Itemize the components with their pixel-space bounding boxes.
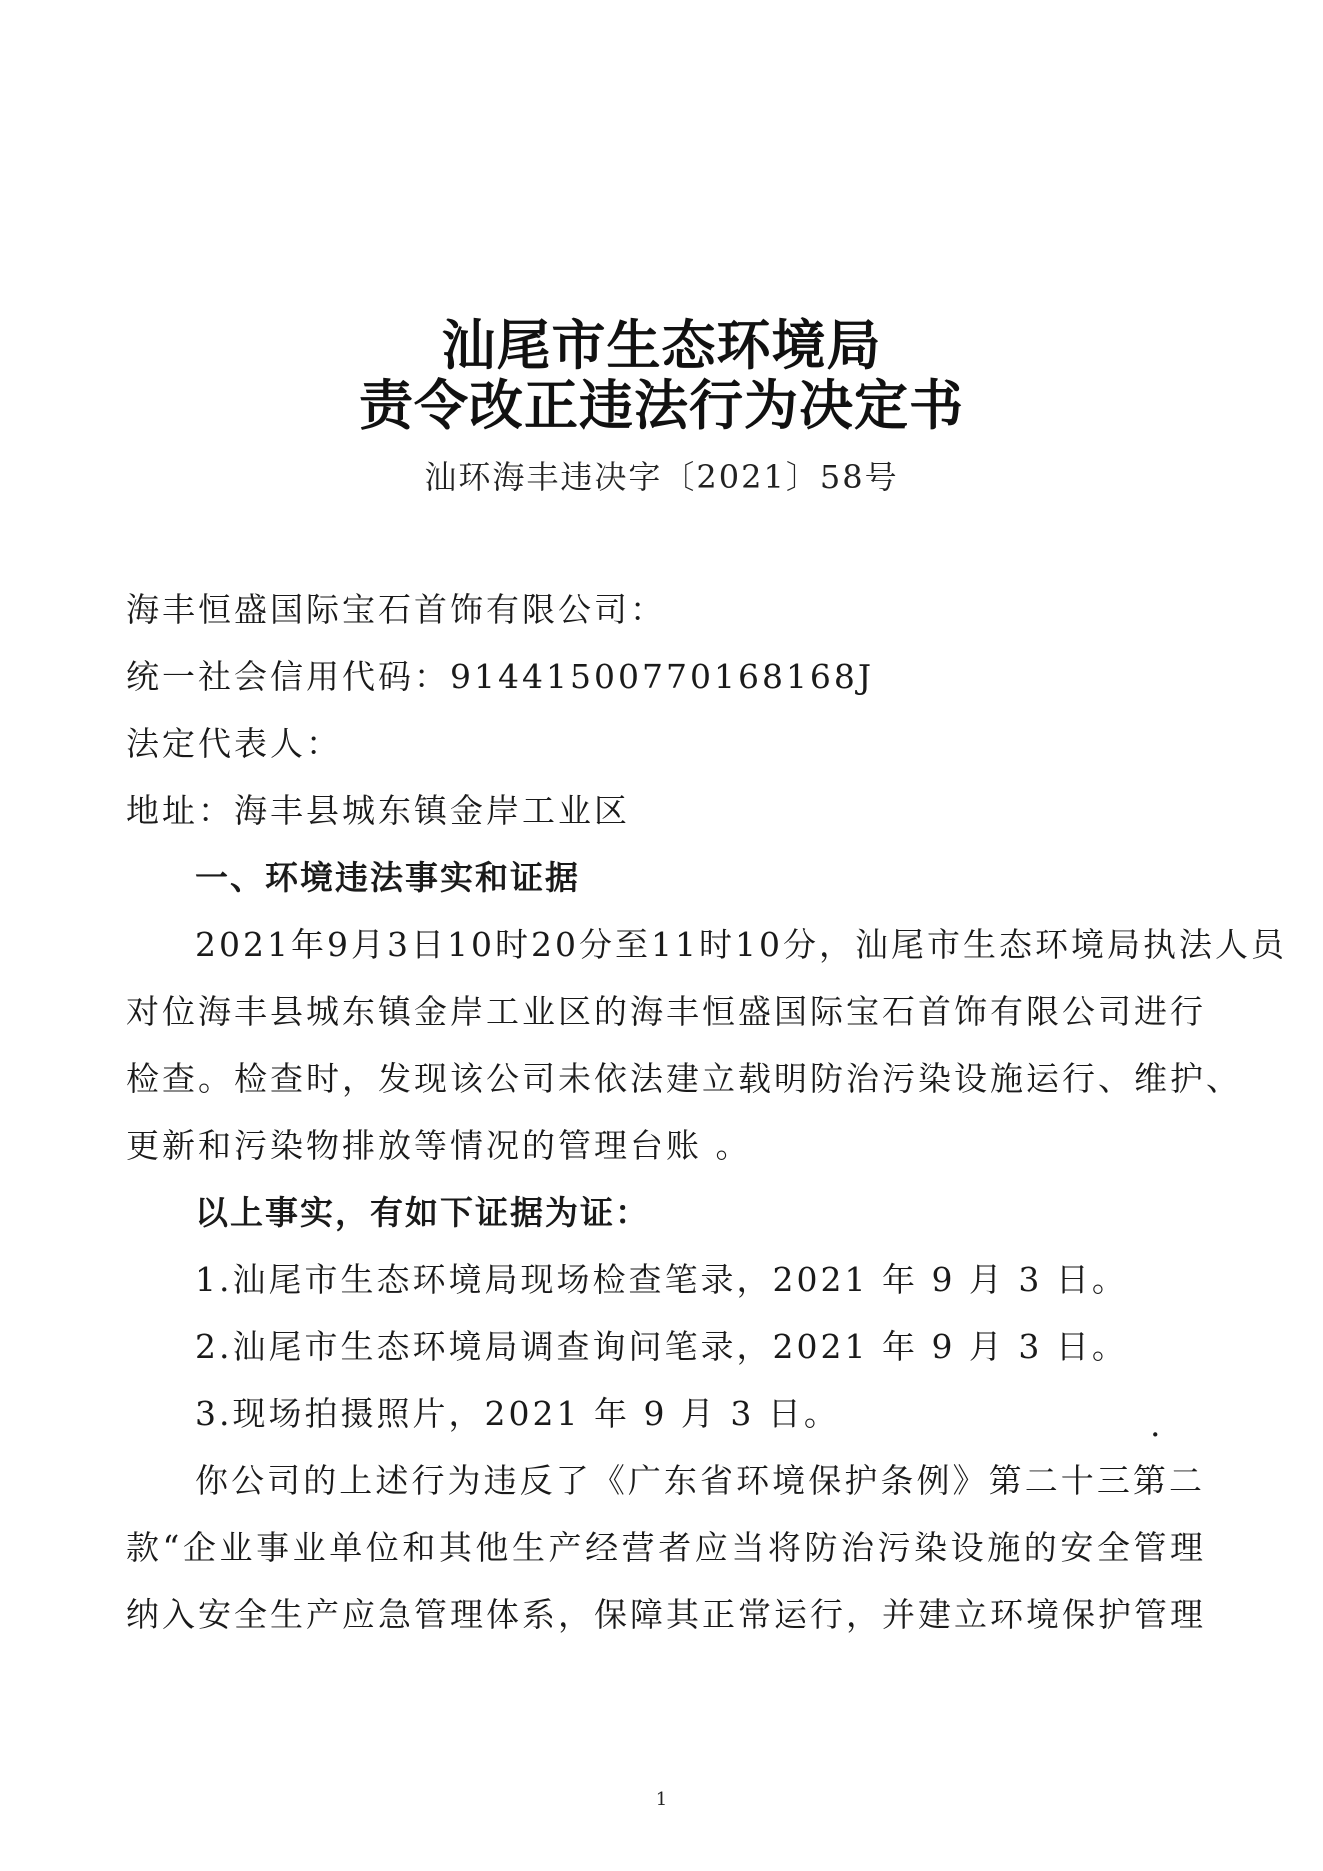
party-name: 海丰恒盛国际宝石首饰有限公司： — [126, 590, 666, 629]
party-legal-representative: 法定代表人： — [126, 724, 342, 763]
party-address: 地址：海丰县城东镇金岸工业区 — [126, 791, 630, 830]
document-title-agency: 汕尾市生态环境局 — [441, 314, 882, 377]
facts-paragraph-line: 检查。检查时，发现该公司未依法建立载明防治污染设施运行、维护、 — [126, 1059, 1242, 1098]
violation-paragraph-line: 你公司的上述行为违反了《广东省环境保护条例》第二十三第二 — [195, 1461, 1205, 1500]
document-title-type: 责令改正违法行为决定书 — [359, 374, 964, 437]
violation-paragraph-line: 纳入安全生产应急管理体系，保障其正常运行，并建立环境保护管理 — [126, 1595, 1206, 1634]
evidence-item: 1.汕尾市生态环境局现场检查笔录，2021 年 9 月 3 日。 — [195, 1260, 1128, 1299]
facts-paragraph-line: 2021年9月3日10时20分至11时10分，汕尾市生态环境局执法人员 — [195, 925, 1287, 964]
evidence-intro: 以上事实，有如下证据为证： — [195, 1193, 650, 1232]
violation-paragraph-line: 款“企业事业单位和其他生产经营者应当将防治污染设施的安全管理 — [126, 1528, 1206, 1567]
section-heading: 一、环境违法事实和证据 — [195, 858, 580, 897]
trailing-dot-mark: . — [1150, 1405, 1161, 1444]
page-number: 1 — [655, 1789, 668, 1810]
document-number: 汕环海丰违决字〔2021〕58号 — [424, 458, 899, 496]
evidence-item: 2.汕尾市生态环境局调查询问笔录，2021 年 9 月 3 日。 — [195, 1327, 1128, 1366]
facts-paragraph-line: 对位海丰县城东镇金岸工业区的海丰恒盛国际宝石首饰有限公司进行 — [126, 992, 1206, 1031]
facts-paragraph-line: 更新和污染物排放等情况的管理台账 。 — [126, 1126, 752, 1165]
evidence-item: 3.现场拍摄照片，2021 年 9 月 3 日。 — [195, 1394, 840, 1433]
party-credit-code: 统一社会信用代码：91441500770168168J — [126, 657, 875, 696]
